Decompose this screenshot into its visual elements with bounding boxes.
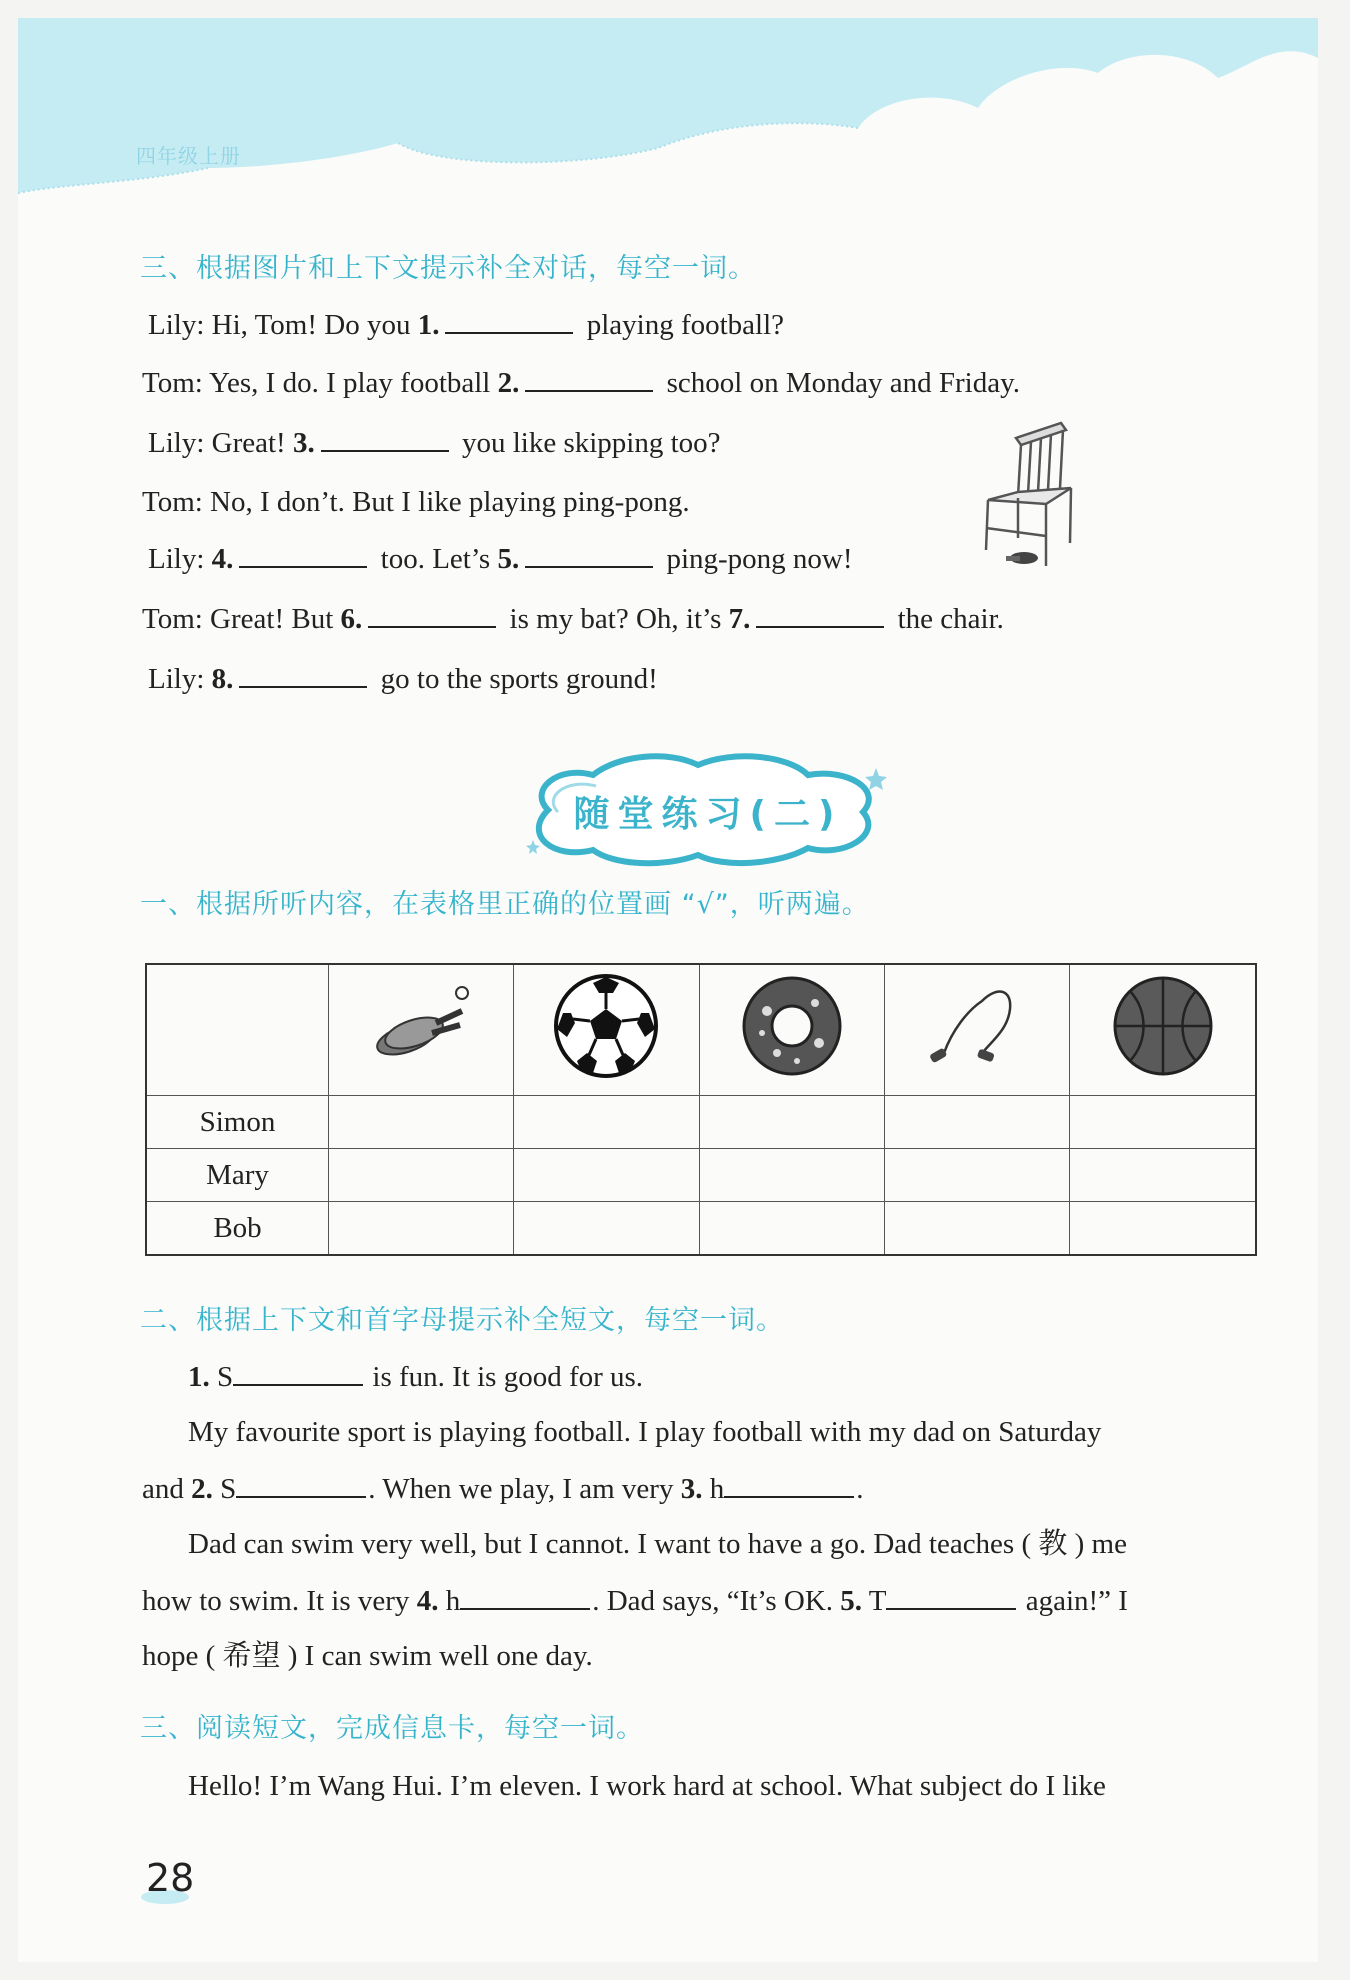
answer-blank-s2[interactable]	[236, 1470, 366, 1498]
answer-blank-5[interactable]	[525, 540, 653, 568]
check-cell[interactable]	[329, 1149, 514, 1202]
check-cell[interactable]	[884, 1096, 1069, 1149]
dialogue-line-1: Lily: Hi, Tom! Do you 1. playing football?	[148, 306, 784, 343]
dialogue-line-3: Lily: Great! 3. you like skipping too?	[148, 424, 721, 461]
section-d-title: 三、阅读短文，完成信息卡，每空一词。	[140, 1713, 644, 1744]
passage-line-4: Dad can swim very well, but I cannot. I want to have a go. Dad teaches ( 教 ) me	[188, 1528, 1127, 1560]
swim-ring-icon	[737, 971, 847, 1081]
check-cell[interactable]	[1070, 1202, 1256, 1256]
check-cell[interactable]	[699, 1096, 884, 1149]
check-cell[interactable]	[329, 1202, 514, 1256]
section-b-title: 一、根据所听内容，在表格里正确的位置画 “√”，听两遍。	[140, 889, 870, 920]
check-cell[interactable]	[699, 1149, 884, 1202]
skipping-rope-icon	[922, 971, 1032, 1081]
basketball-icon	[1108, 971, 1218, 1081]
answer-blank-2[interactable]	[525, 364, 653, 392]
check-cell[interactable]	[514, 1202, 699, 1256]
answer-blank-7[interactable]	[756, 600, 884, 628]
check-cell[interactable]	[514, 1096, 699, 1149]
header-cloud-band	[18, 18, 1318, 208]
dialogue-line-6: Tom: Great! But 6. is my bat? Oh, it’s 7. the chair.	[142, 600, 1004, 637]
check-cell[interactable]	[884, 1149, 1069, 1202]
answer-blank-8[interactable]	[239, 660, 367, 688]
dialogue-line-5: Lily: 4. too. Let’s 5. ping-pong now!	[148, 540, 853, 577]
row-name-bob: Bob	[146, 1202, 329, 1256]
pingpong-column-header	[329, 964, 514, 1096]
section-c-title: 二、根据上下文和首字母提示补全短文，每空一词。	[140, 1305, 784, 1336]
dialogue-line-4: Tom: No, I don’t. But I like playing ping-pong.	[142, 486, 690, 518]
football-icon	[551, 971, 661, 1081]
answer-blank-1[interactable]	[445, 306, 573, 334]
answer-blank-6[interactable]	[368, 600, 496, 628]
answer-blank-4[interactable]	[239, 540, 367, 568]
answer-blank-s1[interactable]	[233, 1358, 363, 1386]
workbook-page	[18, 18, 1318, 1962]
listening-check-table	[145, 963, 1257, 1256]
ping-pong-bat-icon	[366, 981, 476, 1071]
passage-line-2: My favourite sport is playing football. I play football with my dad on Saturday	[188, 1416, 1102, 1448]
row-name-simon: Simon	[146, 1096, 329, 1149]
page-number: 28	[146, 1856, 195, 1900]
section-a-title: 三、根据图片和上下文提示补全对话，每空一词。	[140, 253, 756, 284]
passage-line-6: hope ( 希望 ) I can swim well one day.	[142, 1640, 593, 1672]
basketball-column-header	[1070, 964, 1256, 1096]
row-name-mary: Mary	[146, 1149, 329, 1202]
skipping-rope-column-header	[884, 964, 1069, 1096]
chair-with-bat-illustration	[976, 418, 1086, 578]
check-cell[interactable]	[1070, 1149, 1256, 1202]
check-cell[interactable]	[884, 1202, 1069, 1256]
table-corner-cell	[146, 964, 329, 1096]
dialogue-line-2: Tom: Yes, I do. I play football 2. school on Monday and Friday.	[142, 364, 1020, 401]
dialogue-line-7: Lily: 8. go to the sports ground!	[148, 660, 658, 697]
practice-badge-title: 随堂练习(二)	[573, 794, 843, 835]
answer-blank-t5[interactable]	[886, 1582, 1016, 1610]
passage-line-3: and 2. S . When we play, I am very 3. h .	[142, 1470, 863, 1507]
reading-line-1: Hello! I’m Wang Hui. I’m eleven. I work hard at school. What subject do I like	[188, 1770, 1106, 1802]
grade-label: 四年级上册	[136, 144, 241, 168]
answer-blank-3[interactable]	[321, 424, 449, 452]
football-column-header	[514, 964, 699, 1096]
answer-blank-h3[interactable]	[724, 1470, 854, 1498]
check-cell[interactable]	[1070, 1096, 1256, 1149]
check-cell[interactable]	[329, 1096, 514, 1149]
check-cell[interactable]	[699, 1202, 884, 1256]
check-cell[interactable]	[514, 1149, 699, 1202]
passage-line-1: 1. S is fun. It is good for us.	[188, 1358, 643, 1395]
passage-line-5: how to swim. It is very 4. h . Dad says, “It’s OK. 5. T again!” I	[142, 1582, 1128, 1619]
swim-ring-column-header	[699, 964, 884, 1096]
answer-blank-h4[interactable]	[460, 1582, 590, 1610]
